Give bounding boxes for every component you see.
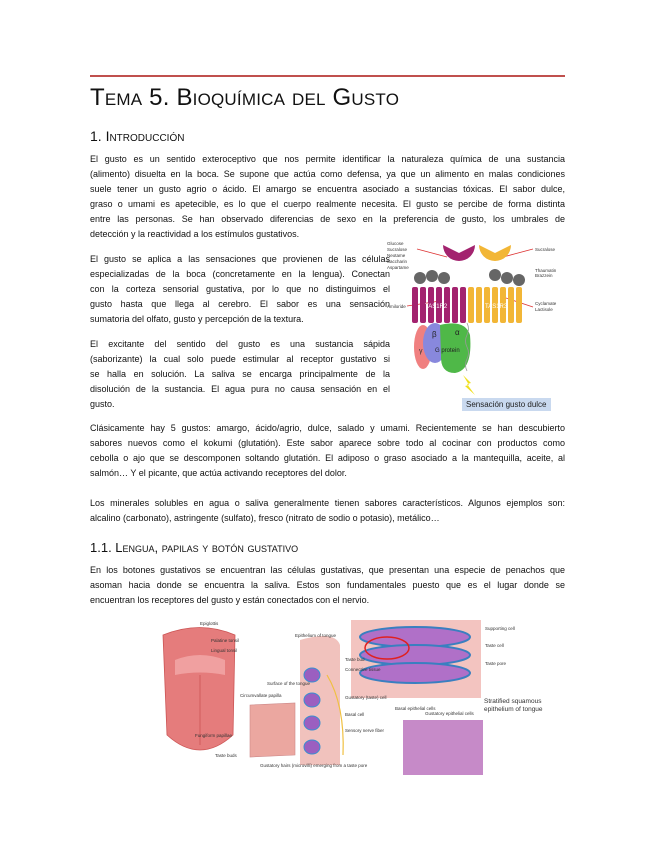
text-line: (saborizante) la cual solo puede estimular al receptor gustativo si (90, 354, 390, 364)
text-line: graso o umami es apetecible, es lo que el cuerpo realmente necesita. El gusto se percibe de forma distinta (90, 199, 565, 209)
text-line: Clásicamente hay 5 gustos: amargo, ácido/agrio, dulce, salado y umami. Recientemente se han descubierto (90, 423, 565, 433)
svg-text:Epiglottis: Epiglottis (200, 621, 219, 626)
svg-text:Taste cell: Taste cell (485, 643, 504, 648)
paragraph-intro-3 (90, 337, 390, 412)
svg-text:Neotame: Neotame (387, 253, 406, 258)
signal-bolt-icon (463, 375, 475, 395)
svg-text:G protein: G protein (435, 348, 460, 354)
svg-text:Sucralose: Sucralose (535, 247, 556, 252)
text-line: especializadas de la boca (concretamente en la lengua). Conectan (90, 269, 390, 279)
histology-micrograph (403, 720, 483, 775)
text-line: sabores nuevos como el kokumi (glutatión). Este sabor aparece sobre todo al cocinar con productos como (90, 438, 565, 448)
text-line: detección y la reactividad a los estímulos gustativos. (90, 229, 300, 239)
title-rule (90, 75, 565, 77)
paragraph-lengua (90, 563, 565, 608)
svg-text:β: β (432, 330, 437, 339)
svg-text:Taste pore: Taste pore (485, 661, 507, 666)
svg-text:Gustatory (taste) cell: Gustatory (taste) cell (345, 695, 387, 700)
svg-text:Sensory nerve fiber: Sensory nerve fiber (345, 728, 385, 733)
text-line: Los minerales solubles en agua o saliva generalmente tienen sabores característicos. Algunos ejemplos son: (90, 498, 565, 508)
text-line: entre las personas. Se han observado diferencias de sexo en la preferencia de gusto, los umbrales de (90, 214, 565, 224)
text-line: El gusto es un sentido exteroceptivo que nos permite identificar la naturaleza química de una sustancia (90, 154, 565, 164)
text-line: salmón… Y el picante, que actúa activando receptores del dolor. (90, 468, 347, 478)
svg-text:Brazzein: Brazzein (535, 273, 553, 278)
svg-text:Lactisole: Lactisole (535, 307, 553, 312)
section-heading-lengua: 1.1. Lengua, papilas y botón gustativo (90, 540, 299, 555)
sweetener-binding-domain-tas1r3 (479, 245, 511, 261)
paragraph-intro-1 (90, 152, 565, 242)
tongue-illustration (163, 628, 238, 751)
svg-text:Fungiform papillae: Fungiform papillae (195, 733, 233, 738)
svg-text:Basal epithelial cells: Basal epithelial cells (395, 706, 436, 711)
text-line: con la corteza sensorial gustativa, por lo que no distinguimos el (90, 284, 390, 294)
svg-text:Connective tissue: Connective tissue (345, 667, 381, 672)
svg-text:Aspartame: Aspartame (387, 265, 409, 270)
paragraph-intro-5 (90, 496, 565, 526)
svg-text:γ: γ (419, 348, 423, 355)
svg-text:Saccharin: Saccharin (387, 259, 408, 264)
receptor-caption: Sensación gusto dulce (462, 398, 551, 411)
svg-text:Basal cell: Basal cell (345, 712, 365, 717)
text-line: alcalino (carbonato), astringente (sulfato), fresco (nitrato de sodio o potasio), metálico… (90, 513, 440, 523)
svg-text:Epithelium of tongue: Epithelium of tongue (295, 633, 337, 638)
paragraph-intro-2 (90, 252, 390, 327)
text-line: El gusto se aplica a las sensaciones que provienen de las células (90, 254, 390, 264)
svg-text:Amiloride: Amiloride (387, 304, 406, 309)
text-line: encuentran los receptores del gusto y están conectados con el nervio. (90, 595, 370, 605)
text-line: (alimento) disuelta en la boca. Se supone que actúa como defensa, ya que un alimento en malas condiciones (90, 169, 565, 179)
text-line: El excitante del sentido del gusto es una sustancia sápida (90, 339, 390, 349)
page-title: Tema 5. Bioquímica del Gusto (90, 84, 400, 111)
text-line: gusto. (90, 399, 115, 409)
sweet-receptor-figure (385, 235, 570, 400)
svg-text:α: α (455, 328, 460, 337)
tongue-taste-bud-figure (155, 615, 565, 775)
svg-text:Thaumatin: Thaumatin (535, 268, 557, 273)
svg-text:Cyclamate: Cyclamate (535, 301, 557, 306)
svg-text:Palatine tonsil: Palatine tonsil (211, 638, 240, 643)
svg-text:TAS1R2: TAS1R2 (425, 304, 448, 310)
sweetener-binding-domain-tas1r2 (443, 245, 475, 261)
text-line: En los botones gustativos se encuentran las células gustativas, que presentan una especie de penachos que (90, 565, 565, 575)
svg-text:Lingual tonsil: Lingual tonsil (211, 648, 238, 653)
svg-text:Glucose: Glucose (387, 241, 404, 246)
svg-text:Surface of the tongue: Surface of the tongue (267, 681, 311, 686)
svg-text:TAS1R3: TAS1R3 (485, 304, 508, 310)
svg-text:Gustatory hairs (microvilli) e: Gustatory hairs (microvilli) emerging from a taste pore (260, 763, 368, 768)
paragraph-intro-4 (90, 421, 565, 481)
text-line: disolución de la sustancia. El agua pura no causa sensación en el (90, 384, 390, 394)
svg-text:Gustatory epithelial cells: Gustatory epithelial cells (425, 711, 474, 716)
text-line: asoman hacia donde se encuentra la saliva. Estos son fundamentales puesto que es el lugar donde se (90, 580, 565, 590)
svg-text:Sucralose: Sucralose (387, 247, 408, 252)
label-stratified-squamous-epithelium: Stratified squamous epithelium of tongue (484, 698, 543, 713)
text-line: sumatoria del olfato, gusto y percepción de la textura. (90, 314, 304, 324)
text-line: se halla en solución. La saliva se encarga principalmente de la (90, 369, 390, 379)
text-line: cebolla o ajo que se descomponen soltando glutatión. El adiposo o graso asociado a la mantequilla, aceite, al (90, 453, 565, 463)
svg-text:Circumvallate papilla: Circumvallate papilla (240, 693, 282, 698)
papilla-block (250, 703, 295, 757)
text-line: suele tener un gusto agrio o ácido. El amargo se encuentra asociado a sustancias tóxicas. El sabor dulce, (90, 184, 565, 194)
svg-text:Supporting cell: Supporting cell (485, 626, 515, 631)
svg-text:Taste bud: Taste bud (345, 657, 365, 662)
text-line: gusto hasta que llega al cerebro. El sabor es una sensación (90, 299, 390, 309)
section-heading-introduccion: 1. Introducción (90, 128, 185, 144)
svg-text:Taste buds: Taste buds (215, 753, 237, 758)
